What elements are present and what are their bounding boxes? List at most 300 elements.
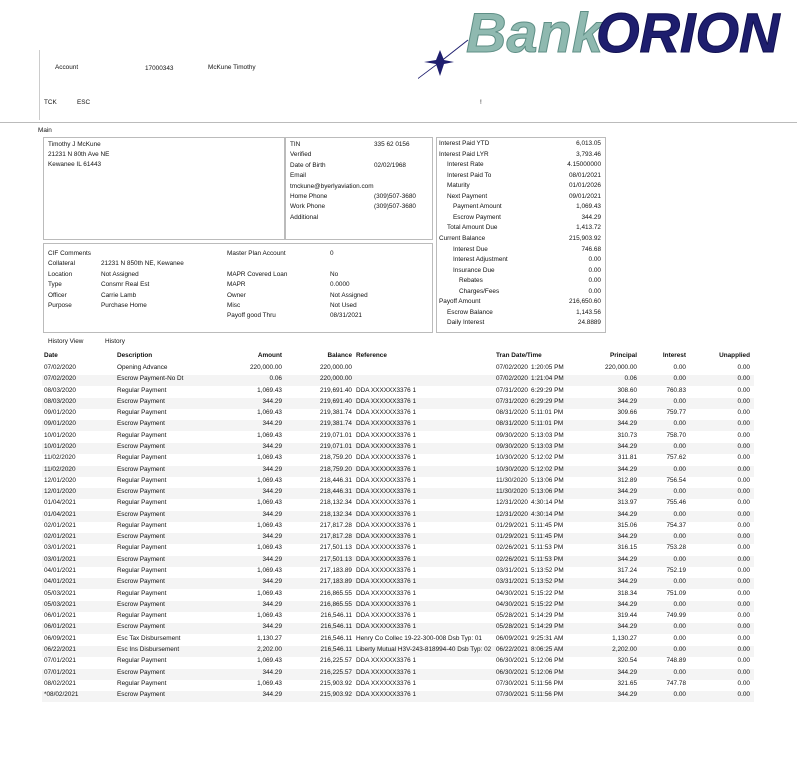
cell-interest: 751.09 [666,589,686,597]
table-row[interactable] [42,544,754,555]
cell-reference: DDA XXXXXX3376 1 [356,668,417,676]
cell-principal: 344.29 [617,488,637,496]
cell-date: 01/04/2021 [44,510,76,518]
cell-amount: 1,069.43 [257,679,282,687]
cif-value: 21231 N 850th NE, Kewanee [101,260,184,268]
cell-balance: 220,000.00 [320,364,352,371]
esc-label: ESC [77,99,91,106]
cell-interest: 0.00 [673,442,686,450]
cell-description: Escrow Payment [117,420,165,428]
cell-description: Escrow Payment [117,465,165,473]
interest-label: Interest Paid YTD [439,140,490,147]
cell-principal: 344.29 [617,555,637,563]
cell-tran-date: 06/09/2021 [496,634,528,642]
cell-unapplied: 0.00 [737,420,750,428]
cif-value: Purchase Home [101,302,147,309]
cell-unapplied: 0.00 [737,454,750,462]
interest-label: Maturity [447,182,470,190]
cif-value: 0 [330,250,334,257]
cell-reference: DDA XXXXXX3376 1 [356,454,417,462]
cell-balance: 216,225.57 [320,668,352,676]
contact-value: (309)507-3680 [374,203,416,211]
cell-balance: 216,546.11 [320,623,352,631]
divider [39,50,40,120]
cell-principal: 1,130.27 [612,634,637,642]
cell-description: Regular Payment [117,612,167,620]
table-row[interactable] [42,511,754,522]
contact-row [286,151,432,162]
cell-unapplied: 0.00 [737,476,750,484]
cell-description: Escrow Payment [117,668,165,676]
account-label: Account [55,64,79,71]
table-row[interactable] [42,477,754,488]
col-header-tran-date-time[interactable]: Tran Date/Time [496,352,542,359]
cell-balance: 220,000.00 [320,375,352,383]
table-row[interactable] [42,398,754,409]
contact-label: Verified [290,151,312,159]
cell-date: 06/01/2021 [44,612,76,620]
cell-tran-time: 5:14:29 PM [531,612,564,620]
interest-value: 6,013.05 [576,140,601,147]
contact-label: Date of Birth [290,161,326,169]
table-row[interactable] [42,680,754,691]
interest-value: 215,903.92 [569,234,601,242]
cell-principal: 319.44 [617,612,637,620]
table-row[interactable] [42,432,754,443]
contact-panel [285,137,433,240]
interest-label: Current Balance [439,234,486,242]
cif-row [44,260,432,271]
cell-tran-time: 5:11:53 PM [531,544,564,552]
cell-reference: DDA XXXXXX3376 1 [356,420,417,428]
cell-amount: 344.29 [262,600,282,608]
table-row[interactable] [42,443,754,454]
cell-tran-date: 04/30/2021 [496,600,528,608]
cif-label: Collateral [48,260,75,268]
table-row[interactable] [42,499,754,510]
cell-tran-time: 5:14:29 PM [531,623,564,631]
svg-text:ORION: ORION [596,1,780,64]
cell-reference: DDA XXXXXX3376 1 [356,510,417,518]
cell-date: 07/01/2021 [44,668,76,676]
cell-amount: 1,069.43 [257,409,282,417]
interest-label: Payoff Amount [439,298,481,306]
table-row[interactable] [42,646,754,657]
cell-date: 10/01/2020 [44,431,76,439]
cell-amount: 344.29 [262,533,282,541]
cell-principal: 310.73 [617,431,637,439]
cell-amount: 344.29 [262,510,282,518]
cell-interest: 0.00 [673,578,686,586]
cell-date: 06/22/2021 [44,646,76,653]
cell-principal: 344.29 [617,533,637,541]
table-row[interactable] [42,578,754,589]
cell-description: Regular Payment [117,499,167,507]
table-row[interactable] [42,612,754,623]
cell-tran-time: 5:11:53 PM [531,555,564,563]
cell-amount: 1,069.43 [257,431,282,439]
cell-unapplied: 0.00 [737,555,750,563]
cell-principal: 344.29 [617,397,637,405]
cell-interest: 757.62 [666,454,686,462]
cell-reference: DDA XXXXXX3376 1 [356,657,417,665]
cell-interest: 0.00 [673,533,686,541]
cif-row [44,312,432,323]
cell-interest: 0.00 [673,364,686,371]
table-row[interactable] [42,567,754,578]
main-section-label: Main [38,127,52,134]
cell-description: Escrow Payment [117,510,165,518]
cell-tran-date: 01/29/2021 [496,533,528,541]
cell-reference: DDA XXXXXX3376 1 [356,612,417,620]
cell-reference: DDA XXXXXX3376 1 [356,578,417,586]
interest-value: 0.00 [588,287,601,295]
cell-date: 02/01/2021 [44,533,76,541]
cell-balance: 216,546.11 [320,634,352,642]
table-row[interactable] [42,375,754,386]
table-row[interactable] [42,691,754,702]
cell-interest: 0.00 [673,510,686,518]
cell-tran-time: 5:11:45 PM [531,521,564,529]
cell-description: Regular Payment [117,476,167,484]
contact-value: 02/02/1968 [374,161,406,169]
contact-label: Home Phone [290,193,328,200]
cell-principal: 2,202.00 [612,646,637,653]
interest-label: Payment Amount [453,203,502,211]
cell-balance: 215,903.92 [320,679,352,687]
cell-unapplied: 0.00 [737,488,750,496]
cell-tran-date: 12/31/2020 [496,510,528,518]
address-line-1: Timothy J McKune [48,141,101,148]
cell-unapplied: 0.00 [737,578,750,586]
tab-history-view[interactable]: History View [48,338,84,345]
cell-reference: DDA XXXXXX3376 1 [356,679,417,687]
cell-principal: 344.29 [617,668,637,676]
cell-description: Escrow Payment [117,488,165,496]
cell-description: Escrow Payment [117,623,165,631]
cell-date: 09/01/2020 [44,409,76,417]
cell-principal: 309.66 [617,409,637,417]
cell-amount: 220,000.00 [250,364,282,371]
cell-date: 03/01/2021 [44,544,76,552]
interest-value: 24.8889 [577,319,601,327]
cell-interest: 0.00 [673,397,686,405]
col-header-principal[interactable]: Principal [610,352,637,359]
cell-tran-time: 6:29:29 PM [531,397,564,405]
address-line-3: Kewanee IL 61443 [48,161,102,168]
cell-principal: 315.06 [617,521,637,529]
cell-unapplied: 0.00 [737,409,750,417]
cif-value: Consmr Real Est [101,281,150,289]
cell-reference: DDA XXXXXX3376 1 [356,600,417,608]
cell-unapplied: 0.00 [737,646,750,653]
interest-value: 09/01/2021 [569,192,601,200]
cell-tran-time: 5:13:03 PM [531,442,564,450]
cell-amount: 344.29 [262,397,282,405]
col-header-interest[interactable]: Interest [662,352,686,359]
interest-label: Daily Interest [447,319,485,327]
table-row[interactable] [42,364,754,375]
address-panel [43,137,285,240]
table-row[interactable] [42,590,754,601]
cell-tran-date: 07/31/2020 [496,397,528,405]
cif-value: 08/31/2021 [330,312,362,320]
logo-graphic [418,0,793,80]
cell-interest: 756.54 [666,476,686,484]
cell-reference: DDA XXXXXX3376 1 [356,589,417,597]
interest-value: 0.00 [588,277,601,285]
cell-amount: 1,069.43 [257,476,282,484]
cell-principal: 316.15 [617,544,637,552]
cell-amount: 344.29 [262,442,282,450]
cell-tran-date: 02/26/2021 [496,555,528,563]
interest-value: 0.00 [588,266,601,274]
cell-tran-date: 03/31/2021 [496,578,528,586]
cell-balance: 218,132.34 [320,510,352,518]
cell-tran-date: 12/31/2020 [496,499,528,507]
cell-tran-date: 08/31/2020 [496,420,528,428]
cell-balance: 216,546.11 [320,646,352,653]
cell-tran-time: 9:25:31 AM [531,634,564,642]
cell-date: 05/03/2021 [44,589,76,597]
cell-unapplied: 0.00 [737,600,750,608]
interest-row [437,288,605,299]
cell-principal: 344.29 [617,623,637,631]
cell-balance: 216,865.55 [320,589,352,597]
interest-label: Interest Paid LYR [439,150,489,158]
table-row[interactable] [42,522,754,533]
cif-value: Not Assigned [101,270,139,278]
contact-row [286,183,432,194]
cell-interest: 0.00 [673,420,686,428]
cell-description: Regular Payment [117,431,167,439]
cif-value: No [330,270,339,278]
cell-description: Esc Ins Disbursement [117,646,180,653]
cell-unapplied: 0.00 [737,589,750,597]
cell-amount: 1,069.43 [257,567,282,575]
interest-label: Next Payment [447,192,488,200]
col-header-description[interactable]: Description [117,352,153,359]
interest-value: 1,413.72 [576,224,601,232]
cell-tran-date: 06/30/2021 [496,668,528,676]
table-row[interactable] [42,488,754,499]
cell-date: 09/01/2020 [44,420,76,428]
cif-value: Not Used [330,302,357,309]
interest-label: Insurance Due [453,266,495,274]
cell-principal: 313.97 [617,499,637,507]
cif-label: Misc [227,302,241,309]
interest-value: 344.29 [581,213,601,221]
cell-interest: 0.00 [673,623,686,631]
cell-tran-date: 11/30/2020 [496,488,528,496]
col-header-balance[interactable]: Balance [327,352,352,359]
cell-interest: 752.19 [666,567,686,575]
cell-date: 11/02/2020 [44,454,76,462]
cell-interest: 760.83 [666,386,686,394]
cell-tran-time: 5:13:52 PM [531,567,564,575]
cif-label: CIF Comments [48,250,91,257]
cell-tran-date: 07/02/2020 [496,364,528,371]
interest-label: Interest Paid To [447,171,492,179]
cell-reference: DDA XXXXXX3376 1 [356,386,417,394]
cell-tran-date: 10/30/2020 [496,465,528,473]
cell-tran-time: 5:13:06 PM [531,488,564,496]
interest-row [437,140,605,151]
cell-unapplied: 0.00 [737,375,750,383]
cell-balance: 219,071.01 [320,442,352,450]
cell-balance: 216,546.11 [320,612,352,620]
table-row[interactable] [42,420,754,431]
cell-reference: DDA XXXXXX3376 1 [356,476,417,484]
cell-reference: DDA XXXXXX3376 1 [356,691,417,699]
cell-balance: 217,183.89 [320,567,352,575]
cell-balance: 217,183.89 [320,578,352,586]
cell-description: Regular Payment [117,544,167,552]
cell-tran-date: 03/31/2021 [496,567,528,575]
cell-balance: 217,501.13 [320,544,352,552]
cell-date: 08/03/2020 [44,397,76,405]
bank-orion-logo [418,0,793,80]
cell-description: Regular Payment [117,521,167,529]
cell-interest: 747.78 [666,679,686,687]
cell-unapplied: 0.00 [737,612,750,620]
cell-unapplied: 0.00 [737,533,750,541]
cell-tran-date: 06/30/2021 [496,657,528,665]
cell-date: 03/01/2021 [44,555,76,563]
cell-unapplied: 0.00 [737,510,750,518]
cell-unapplied: 0.00 [737,364,750,371]
cell-date: 01/04/2021 [44,499,76,507]
col-header-date[interactable]: Date [44,352,58,359]
cell-date: 12/01/2020 [44,488,76,496]
cell-description: Regular Payment [117,567,167,575]
cell-balance: 218,132.34 [320,499,352,507]
cell-balance: 219,691.40 [320,397,352,405]
address-line-2: 21231 N 80th Ave NE [48,151,110,158]
interest-row [437,214,605,225]
cell-reference: Liberty Mutual H3V-243-818994-40 Dsb Typ: 02 [356,646,492,653]
contact-label: TIN [290,141,301,148]
cell-interest: 749.99 [666,612,686,620]
cell-reference: DDA XXXXXX3376 1 [356,567,417,575]
cell-description: Escrow Payment [117,442,165,450]
cell-unapplied: 0.00 [737,386,750,394]
cell-principal: 344.29 [617,420,637,428]
cell-unapplied: 0.00 [737,657,750,665]
table-row[interactable] [42,454,754,465]
cell-principal: 308.60 [617,386,637,394]
cell-tran-date: 05/28/2021 [496,612,528,620]
cell-date: 10/01/2020 [44,442,76,450]
cell-description: Regular Payment [117,657,167,665]
table-row[interactable] [42,533,754,544]
cell-tran-time: 5:11:01 PM [531,420,564,428]
interest-row [437,193,605,204]
cell-principal: 312.89 [617,476,637,484]
table-row[interactable] [42,409,754,420]
account-number: 17000343 [145,65,174,72]
interest-value: 01/01/2026 [569,182,601,190]
table-row[interactable] [42,601,754,612]
cell-unapplied: 0.00 [737,634,750,642]
table-row[interactable] [42,657,754,668]
table-row[interactable] [42,466,754,477]
cell-tran-time: 5:13:06 PM [531,476,564,484]
cell-principal: 311.81 [617,454,637,462]
cell-balance: 218,446.31 [320,476,352,484]
alert-flag: ! [480,99,482,106]
cell-tran-time: 5:13:52 PM [531,578,564,586]
cif-row [44,292,432,303]
cell-tran-time: 5:15:22 PM [531,589,564,597]
cell-amount: 344.29 [262,691,282,699]
cif-label: Master Plan Account [227,250,286,257]
cell-reference: DDA XXXXXX3376 1 [356,397,417,405]
col-header-reference[interactable]: Reference [356,352,387,359]
tab-history[interactable]: History [105,338,125,345]
divider [0,122,797,123]
contact-label: Additional [290,213,319,221]
contact-label: Work Phone [290,203,326,211]
cell-reference: DDA XXXXXX3376 1 [356,623,417,631]
cell-tran-date: 09/30/2020 [496,431,528,439]
cell-tran-date: 04/30/2021 [496,589,528,597]
cif-label: Type [48,281,62,289]
interest-row [437,267,605,278]
cif-label: MAPR [227,281,246,289]
table-row[interactable] [42,635,754,646]
cell-tran-date: 11/30/2020 [496,476,528,484]
cell-unapplied: 0.00 [737,691,750,699]
cell-amount: 344.29 [262,488,282,496]
table-row[interactable] [42,669,754,680]
cell-date: 12/01/2020 [44,476,76,484]
cell-tran-time: 5:12:02 PM [531,454,564,462]
table-row[interactable] [42,387,754,398]
cell-amount: 344.29 [262,420,282,428]
cell-interest: 0.00 [673,465,686,473]
cell-reference: Henry Co Collec 19-22-300-008 Dsb Typ: 01 [356,634,482,642]
cell-balance: 219,691.40 [320,386,352,394]
cell-unapplied: 0.00 [737,499,750,507]
interest-label: Escrow Payment [453,213,501,221]
cell-reference: DDA XXXXXX3376 1 [356,465,417,473]
cell-date: 02/01/2021 [44,521,76,529]
cell-amount: 344.29 [262,555,282,563]
cell-amount: 1,069.43 [257,386,282,394]
contact-value: 335 62 0156 [374,141,410,148]
cell-unapplied: 0.00 [737,623,750,631]
contact-row [286,203,432,214]
col-header-amount[interactable]: Amount [257,352,282,359]
cif-value: Not Assigned [330,291,368,299]
interest-value: 1,143.56 [576,308,601,316]
cell-reference: DDA XXXXXX3376 1 [356,409,417,417]
cell-interest: 0.00 [673,488,686,496]
interest-label: Total Amount Due [447,224,498,232]
contact-value: (309)507-3680 [374,193,416,200]
table-row[interactable] [42,623,754,634]
table-row[interactable] [42,556,754,567]
col-header-unapplied[interactable]: Unapplied [719,352,750,359]
interest-value: 216,650.60 [569,298,601,306]
cell-amount: 1,069.43 [257,499,282,507]
cell-balance: 216,865.55 [320,600,352,608]
cell-interest: 748.89 [666,657,686,665]
cell-unapplied: 0.00 [737,465,750,473]
cell-tran-date: 06/22/2021 [496,646,528,653]
cell-principal: 0.06 [624,375,637,383]
